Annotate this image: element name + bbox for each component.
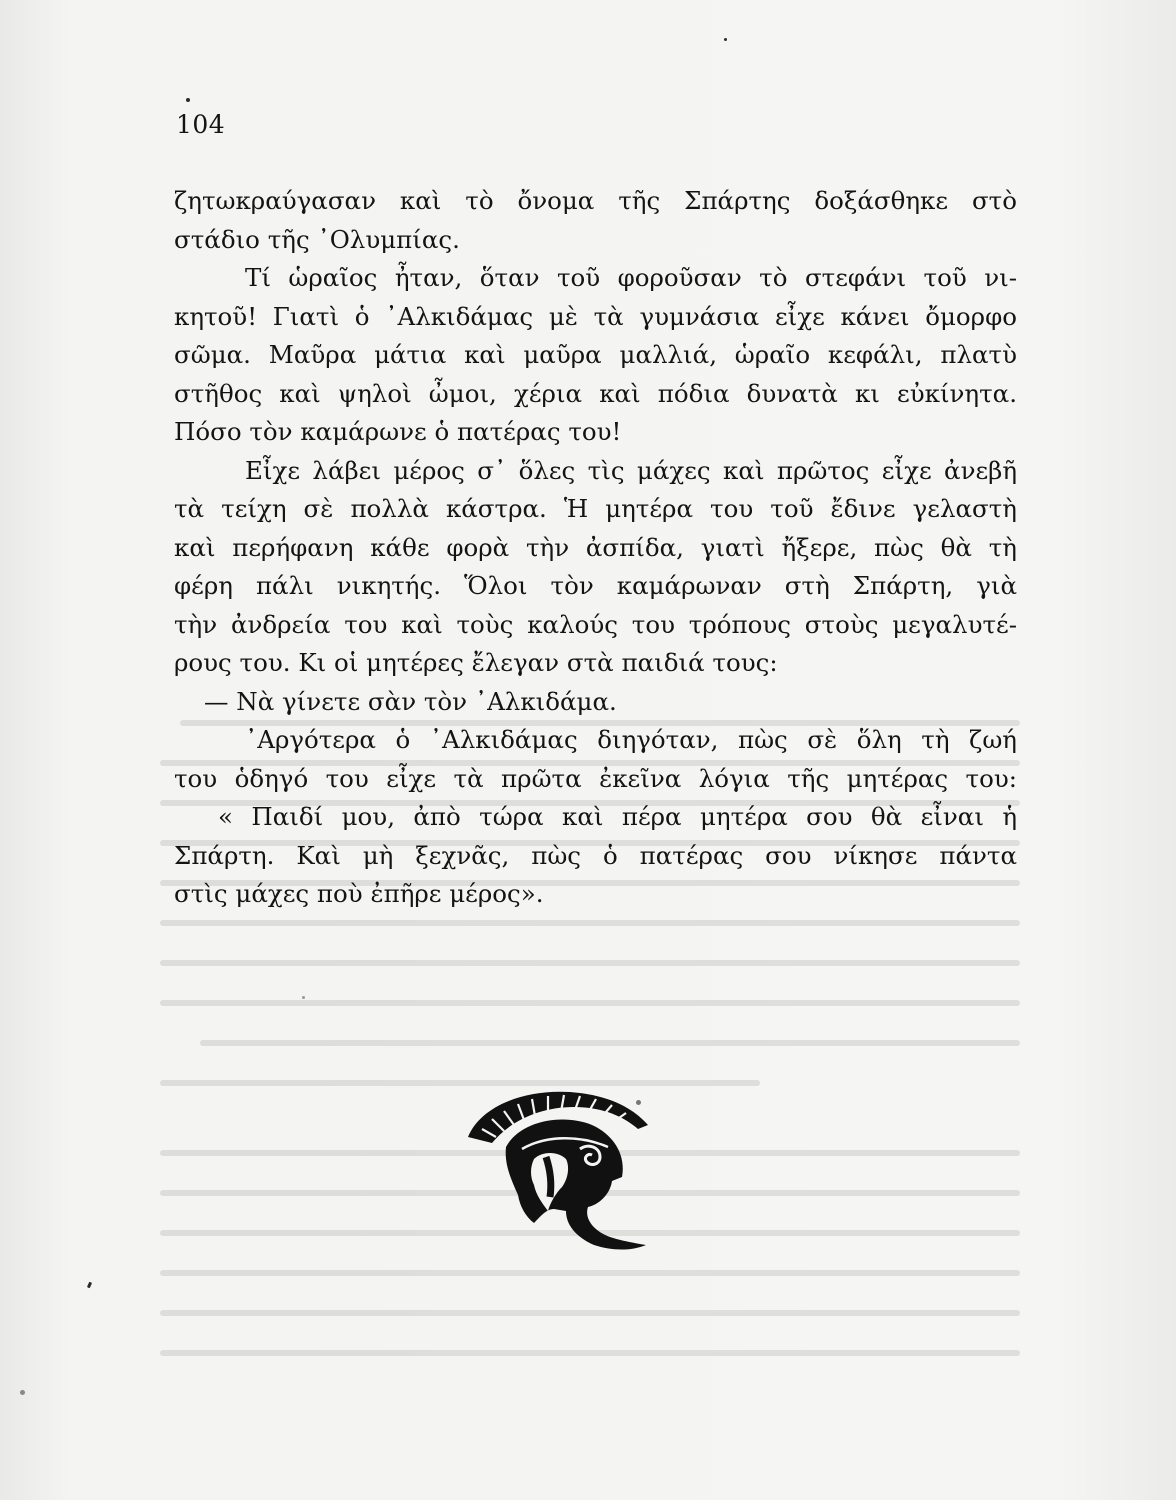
text-line: κητοῦ! Γιατὶ ὁ ᾿Αλκιδάμας μὲ τὰ γυμνάσια εἶχε κάνει ὄμορφο bbox=[174, 301, 1017, 331]
text-line: στῆθος καὶ ψηλοὶ ὦμοι, χέρια καὶ πόδια δυνατὰ κι εὐκίνητα. bbox=[174, 378, 1017, 408]
page-number: 104 bbox=[176, 110, 226, 139]
body-text bbox=[174, 182, 1017, 914]
text-line: « Παιδί μου, ἀπὸ τώρα καὶ πέρα μητέρα σου θὰ εἶναι ἡ bbox=[218, 802, 1017, 831]
text-line: ᾿Αργότερα ὁ ᾿Αλκιδάμας διηγόταν, πὼς σὲ ὅλη τὴ ζωή bbox=[245, 725, 1017, 754]
paper-speck bbox=[636, 1100, 641, 1105]
paper-speck bbox=[20, 1390, 25, 1395]
text-line: — Νὰ γίνετε σὰν τὸν ᾿Αλκιδάμα. bbox=[204, 686, 617, 716]
paper-speck bbox=[87, 1282, 92, 1289]
text-line: ρους του. Κι οἱ μητέρες ἔλεγαν στὰ παιδιά τους: bbox=[174, 648, 778, 677]
text-line: ζητωκραύγασαν καὶ τὸ ὄνομα τῆς Σπάρτης δοξάσθηκε στὸ bbox=[174, 186, 1017, 215]
text-line: σῶμα. Μαῦρα μάτια καὶ μαῦρα μαλλιά, ὡραῖο κεφάλι, πλατὺ bbox=[174, 340, 1017, 369]
spartan-helmet-icon bbox=[462, 1085, 672, 1255]
text-line: φέρη πάλι νικητής. Ὅλοι τὸν καμάρωναν στὴ Σπάρτη, γιὰ bbox=[174, 571, 1017, 600]
text-line: Σπάρτη. Καὶ μὴ ξεχνᾶς, πὼς ὁ πατέρας σου νίκησε πάντα bbox=[174, 840, 1017, 870]
paper-speck bbox=[186, 98, 190, 102]
text-line: στάδιο τῆς ᾿Ολυμπίας. bbox=[174, 224, 460, 254]
text-line: Τί ὡραῖος ἦταν, ὅταν τοῦ φοροῦσαν τὸ στεφάνι τοῦ νι- bbox=[245, 263, 1017, 292]
text-line: του ὁδηγό του εἶχε τὰ πρῶτα ἐκεῖνα λόγια τῆς μητέρας του: bbox=[174, 763, 1017, 793]
paper-speck bbox=[302, 996, 305, 999]
text-line: Πόσο τὸν καμάρωνε ὁ πατέρας του! bbox=[174, 417, 622, 446]
text-line: Εἶχε λάβει μέρος σ᾿ ὅλες τὶς μάχες καὶ πρῶτος εἶχε ἀνεβῆ bbox=[245, 455, 1017, 485]
text-line: τὴν ἀνδρεία του καὶ τοὺς καλούς του τρόπους στοὺς μεγαλυτέ- bbox=[174, 609, 1017, 639]
text-line: στὶς μάχες ποὺ ἐπῆρε μέρος». bbox=[174, 879, 544, 908]
text-line: τὰ τείχη σὲ πολλὰ κάστρα. Ἡ μητέρα του τοῦ ἔδινε γελαστὴ bbox=[174, 494, 1017, 523]
text-line: καὶ περήφανη κάθε φορὰ τὴν ἀσπίδα, γιατὶ ἤξερε, πὼς θὰ τὴ bbox=[174, 532, 1017, 562]
paper-speck bbox=[724, 38, 727, 41]
